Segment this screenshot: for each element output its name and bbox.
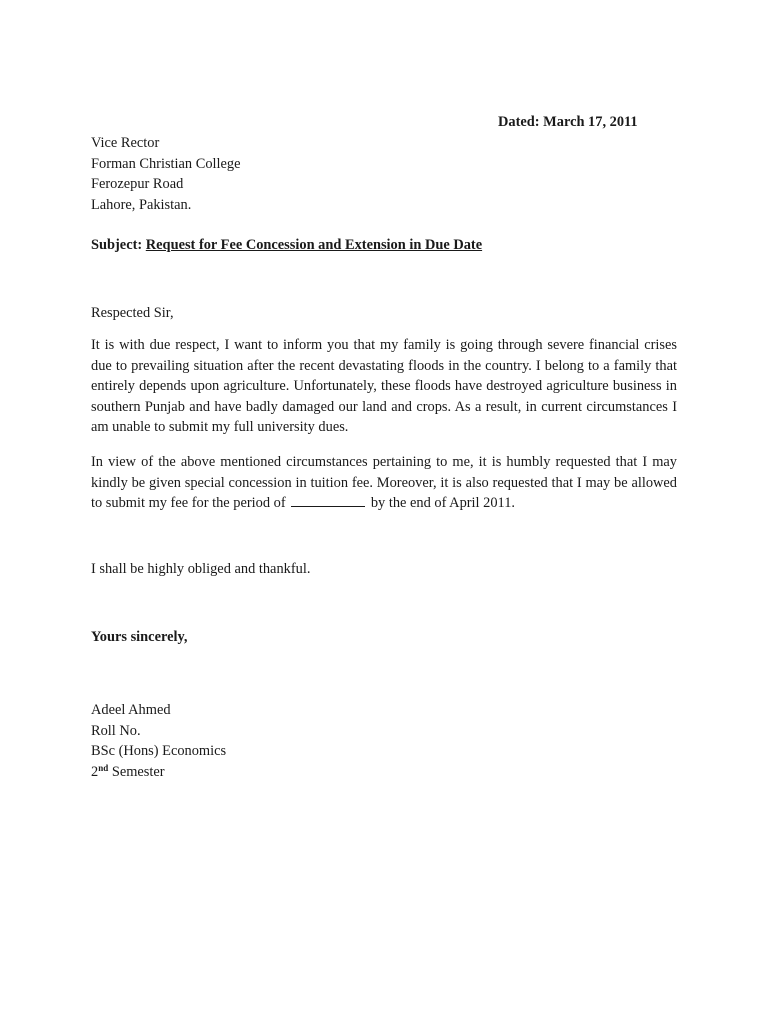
subject-text: Request for Fee Concession and Extension in Due Date [145,237,483,253]
salutation: Respected Sir, [91,305,174,321]
semester-number: 2 [91,763,99,780]
recipient-title: Vice Rector [91,135,160,151]
semester-suffix: nd [98,762,109,773]
recipient-institution: Forman Christian College [91,155,241,172]
sender-name: Adeel Ahmed [91,702,171,718]
recipient-address [91,133,241,215]
closing: Yours sincerely, [91,629,188,645]
sender-semester [91,762,226,783]
paragraph-2-text: In view of the above mentioned circumstances pertaining to me, it is humbly requested that I may kindly be given special concession in tuition fee. Moreover, it is also requested that I may be allowed to submit my fee for the period of [91,454,677,511]
letter-date: Dated: March 17, 2011 [498,114,638,130]
sender-roll-no: Roll No. [91,722,141,739]
recipient-street: Ferozepur Road [91,176,184,192]
period-blank-line [291,493,365,507]
signature-block [91,700,226,782]
semester-word: Semester [108,763,165,780]
thanks-line: I shall be highly obliged and thankful. [91,561,311,577]
body-paragraph-2 [91,452,677,514]
recipient-city: Lahore, Pakistan. [91,196,192,213]
paragraph-2-ending: by the end of April 2011. [370,495,515,511]
subject-line [91,235,482,256]
body-paragraph-1: It is with due respect, I want to inform you that my family is going through severe financial crises due to prevailing situation after the recent devastating floods in the country. I belong to a family that entirely depends upon agriculture. Unfortunately, these floods have destroyed agriculture business in southern Punjab and have badly damaged our land and crops. As a result, in current circumstances I am unable to submit my full university dues. [91,337,677,435]
sender-program: BSc (Hons) Economics [91,743,227,759]
subject-label: Subject: [91,237,143,253]
